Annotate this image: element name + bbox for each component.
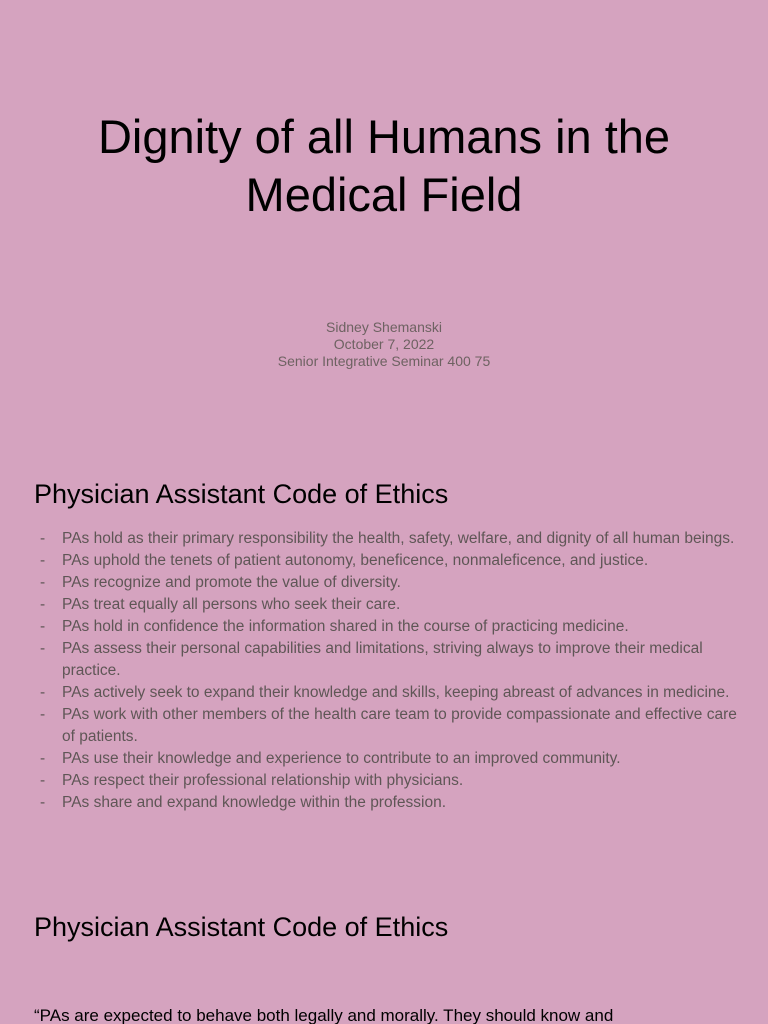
ethics-quote-slide <box>0 864 768 1024</box>
bullet-dash-icon: - <box>40 772 46 789</box>
slide-heading: Physician Assistant Code of Ethics <box>34 912 449 942</box>
bullet-text: PAs uphold the tenets of patient autonomy, beneficence, nonmaleficence, and justice. <box>62 552 649 569</box>
bullet-text: PAs use their knowledge and experience to contribute to an improved community. <box>62 750 621 767</box>
list-item <box>40 572 752 594</box>
bullet-dash-icon: - <box>40 794 46 811</box>
bullet-text: PAs hold in confidence the information shared in the course of practicing medicine. <box>62 618 629 635</box>
bullet-text: PAs treat equally all persons who seek their care. <box>62 596 401 613</box>
bullet-dash-icon: - <box>40 750 46 767</box>
quote-text: “PAs are expected to behave both legally and morally. They should know and <box>34 1006 614 1024</box>
course-name: Senior Integrative Seminar 400 75 <box>277 353 491 369</box>
bullet-dash-icon: - <box>40 574 46 591</box>
list-item <box>40 528 752 550</box>
bullet-dash-icon: - <box>40 618 46 635</box>
bullet-dash-icon: - <box>40 596 46 613</box>
bullet-text: PAs actively seek to expand their knowledge and skills, keeping abreast of advances in medicine. <box>62 684 730 701</box>
code-of-ethics-slide <box>0 432 768 864</box>
bullet-dash-icon: - <box>40 530 46 547</box>
bullet-text: PAs share and expand knowledge within the profession. <box>62 794 447 811</box>
list-item <box>40 682 752 704</box>
bullet-text: PAs recognize and promote the value of diversity. <box>62 574 401 591</box>
author-name: Sidney Shemanski <box>326 319 442 335</box>
bullet-dash-icon: - <box>40 640 46 657</box>
bullet-text: PAs hold as their primary responsibility the health, safety, welfare, and dignity of all human beings. <box>62 530 735 547</box>
slide-heading: Physician Assistant Code of Ethics <box>34 479 449 509</box>
bullet-dash-icon: - <box>40 552 46 569</box>
title-slide <box>0 0 768 432</box>
bullet-text: PAs assess their personal capabilities and limitations, striving always to improve their medical practice. <box>62 640 703 679</box>
bullet-dash-icon: - <box>40 684 46 701</box>
list-item <box>40 594 752 616</box>
bullet-text: PAs respect their professional relationship with physicians. <box>62 772 464 789</box>
presentation-subtitle <box>40 319 728 370</box>
ethics-bullet-list <box>40 528 752 814</box>
list-item <box>40 748 752 770</box>
list-item <box>40 616 752 638</box>
list-item <box>40 638 752 682</box>
presentation-title: Dignity of all Humans in the Medical Field <box>97 110 671 221</box>
presentation-date: October 7, 2022 <box>333 336 435 352</box>
list-item <box>40 770 752 792</box>
bullet-dash-icon: - <box>40 706 46 723</box>
list-item <box>40 792 752 814</box>
list-item <box>40 550 752 572</box>
list-item <box>40 704 752 748</box>
bullet-text: PAs work with other members of the health care team to provide compassionate and effective care of patients. <box>62 706 737 745</box>
